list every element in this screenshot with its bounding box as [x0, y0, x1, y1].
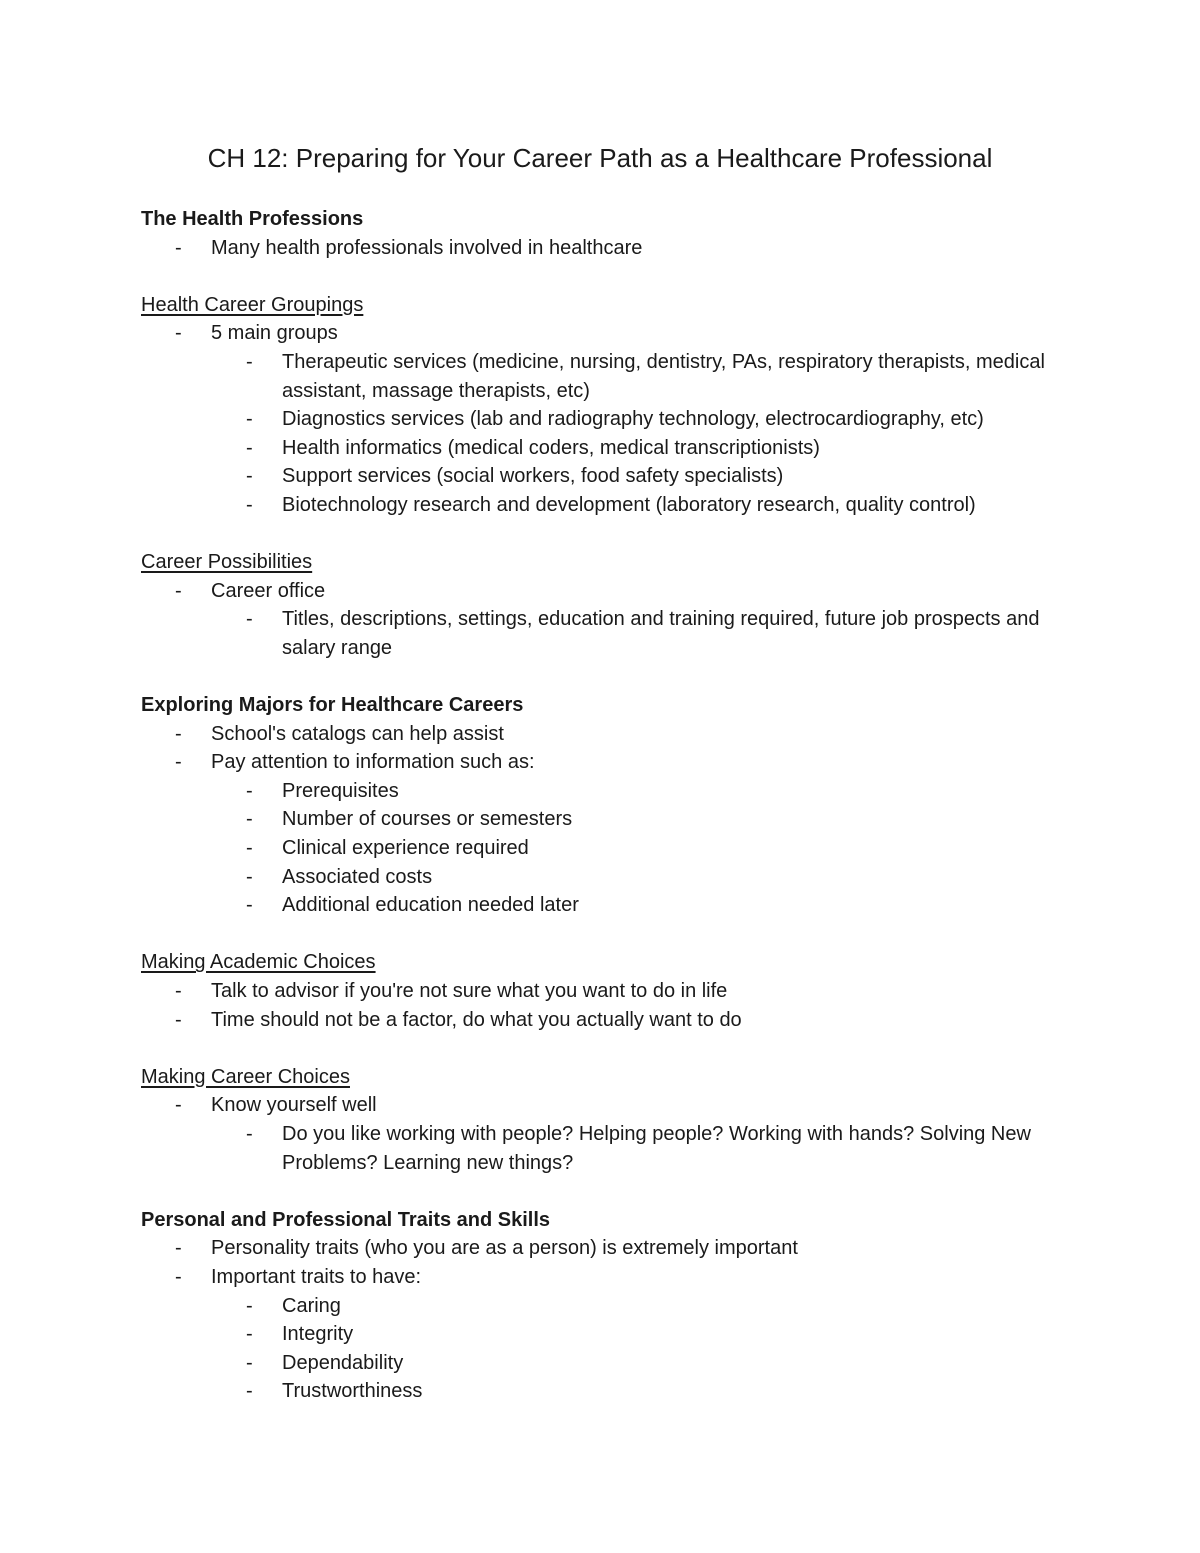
page-title: CH 12: Preparing for Your Career Path as a Healthcare Professional — [207, 143, 993, 173]
list-item — [141, 748, 1081, 777]
list-item-text: Personality traits (who you are as a person) is extremely important — [211, 1237, 798, 1260]
section — [141, 691, 1081, 920]
sub-list-item-text: Do you like working with people? Helping people? Working with hands? Solving New Problems? Learning new things? — [282, 1123, 1031, 1174]
section — [141, 948, 1081, 1034]
section — [141, 291, 1081, 520]
bullet-dash: - — [246, 1323, 253, 1346]
section-heading: Health Career Groupings — [141, 293, 364, 316]
bullet-dash: - — [246, 608, 253, 631]
sub-list-item — [141, 1120, 1081, 1177]
list-item — [141, 1263, 1081, 1292]
bullet-list — [141, 577, 1081, 663]
bullet-list — [141, 1234, 1081, 1406]
sub-list-item-text: Dependability — [282, 1351, 404, 1374]
sub-list-item — [141, 462, 1081, 491]
list-item — [141, 1006, 1081, 1035]
sub-list-item — [141, 348, 1081, 405]
section-spacer — [141, 1034, 1081, 1063]
list-item — [141, 1091, 1081, 1120]
section-heading: The Health Professions — [141, 208, 364, 230]
bullet-dash: - — [246, 1351, 253, 1374]
list-item-text: Pay attention to information such as: — [211, 751, 535, 774]
document-body — [141, 205, 1081, 1406]
sub-list-item-text: Integrity — [282, 1323, 354, 1346]
sub-list-item — [141, 405, 1081, 434]
section-heading: Personal and Professional Traits and Skills — [141, 1208, 551, 1231]
bullet-dash: - — [246, 1294, 253, 1317]
sub-list-item-text: Trustworthiness — [282, 1380, 423, 1403]
section-spacer — [141, 520, 1081, 549]
bullet-dash: - — [246, 808, 253, 831]
sub-list-item — [141, 491, 1081, 520]
bullet-dash: - — [175, 579, 182, 602]
bullet-list — [141, 720, 1081, 920]
list-item — [141, 1234, 1081, 1263]
sub-list-item-text: Caring — [282, 1294, 341, 1317]
bullet-dash: - — [246, 865, 253, 888]
sub-bullet-list — [141, 1120, 1081, 1177]
section-spacer — [141, 262, 1081, 291]
bullet-dash: - — [175, 980, 182, 1003]
bullet-dash: - — [175, 1008, 182, 1031]
sub-list-item-text: Clinical experience required — [282, 837, 529, 860]
sub-list-item — [141, 891, 1081, 920]
sub-bullet-list — [141, 777, 1081, 920]
list-item-text: School's catalogs can help assist — [211, 722, 504, 745]
section-heading: Making Academic Choices — [141, 951, 376, 974]
sub-list-item — [141, 605, 1081, 662]
bullet-dash: - — [246, 493, 253, 516]
list-item-text: Many health professionals involved in healthcare — [211, 236, 643, 259]
section-heading: Exploring Majors for Healthcare Careers — [141, 694, 524, 717]
sub-list-item — [141, 805, 1081, 834]
sub-list-item-text: Biotechnology research and development (laboratory research, quality control) — [282, 493, 976, 516]
list-item — [141, 577, 1081, 606]
sub-list-item-text: Health informatics (medical coders, medical transcriptionists) — [282, 436, 820, 459]
section — [141, 205, 1081, 262]
sub-list-item — [141, 1377, 1081, 1406]
bullet-dash: - — [175, 322, 182, 345]
sub-bullet-list — [141, 605, 1081, 662]
section — [141, 1063, 1081, 1177]
sub-list-item-text: Diagnostics services (lab and radiography technology, electrocardiography, etc) — [282, 408, 984, 431]
bullet-dash: - — [246, 837, 253, 860]
bullet-dash: - — [175, 722, 182, 745]
sub-bullet-list — [141, 1292, 1081, 1406]
section-spacer — [141, 1177, 1081, 1206]
list-item-text: 5 main groups — [211, 322, 338, 345]
section — [141, 1206, 1081, 1406]
bullet-list — [141, 319, 1081, 519]
sub-list-item-text: Additional education needed later — [282, 894, 579, 917]
bullet-dash: - — [175, 751, 182, 774]
section-spacer — [141, 920, 1081, 949]
sub-bullet-list — [141, 348, 1081, 520]
bullet-dash: - — [246, 436, 253, 459]
sub-list-item — [141, 834, 1081, 863]
list-item-text: Important traits to have: — [211, 1265, 422, 1288]
sub-list-item-text: Number of courses or semesters — [282, 808, 573, 831]
bullet-list — [141, 234, 1081, 263]
sub-list-item — [141, 1292, 1081, 1321]
bullet-dash: - — [246, 350, 253, 373]
list-item-text: Time should not be a factor, do what you actually want to do — [211, 1008, 742, 1031]
section-heading: Career Possibilities — [141, 551, 313, 574]
list-item-text: Know yourself well — [211, 1094, 377, 1117]
bullet-dash: - — [175, 236, 182, 259]
bullet-dash: - — [175, 1265, 182, 1288]
list-item — [141, 720, 1081, 749]
list-item-text: Career office — [211, 579, 326, 602]
bullet-dash: - — [246, 408, 253, 431]
sub-list-item — [141, 777, 1081, 806]
bullet-list — [141, 1091, 1081, 1177]
sub-list-item-text: Therapeutic services (medicine, nursing, dentistry, PAs, respiratory therapists, medical assistant, massage therapists, etc) — [282, 350, 1045, 402]
sub-list-item — [141, 434, 1081, 463]
sub-list-item — [141, 1320, 1081, 1349]
bullet-list — [141, 977, 1081, 1034]
bullet-dash: - — [175, 1237, 182, 1260]
bullet-dash: - — [246, 465, 253, 488]
sub-list-item-text: Titles, descriptions, settings, education and training required, future job prospects and salary range — [282, 608, 1040, 659]
sub-list-item-text: Support services (social workers, food safety specialists) — [282, 465, 784, 488]
bullet-dash: - — [175, 1094, 182, 1117]
sub-list-item — [141, 863, 1081, 892]
section-spacer — [141, 663, 1081, 692]
list-item — [141, 319, 1081, 348]
bullet-dash: - — [246, 1380, 253, 1403]
bullet-dash: - — [246, 779, 253, 802]
bullet-dash: - — [246, 894, 253, 917]
list-item — [141, 234, 1081, 263]
list-item-text: Talk to advisor if you're not sure what you want to do in life — [211, 980, 728, 1003]
sub-list-item-text: Prerequisites — [282, 779, 399, 802]
sub-list-item-text: Associated costs — [282, 865, 433, 888]
sub-list-item — [141, 1349, 1081, 1378]
list-item — [141, 977, 1081, 1006]
bullet-dash: - — [246, 1123, 253, 1145]
section-heading: Making Career Choices — [141, 1065, 350, 1088]
section — [141, 548, 1081, 662]
